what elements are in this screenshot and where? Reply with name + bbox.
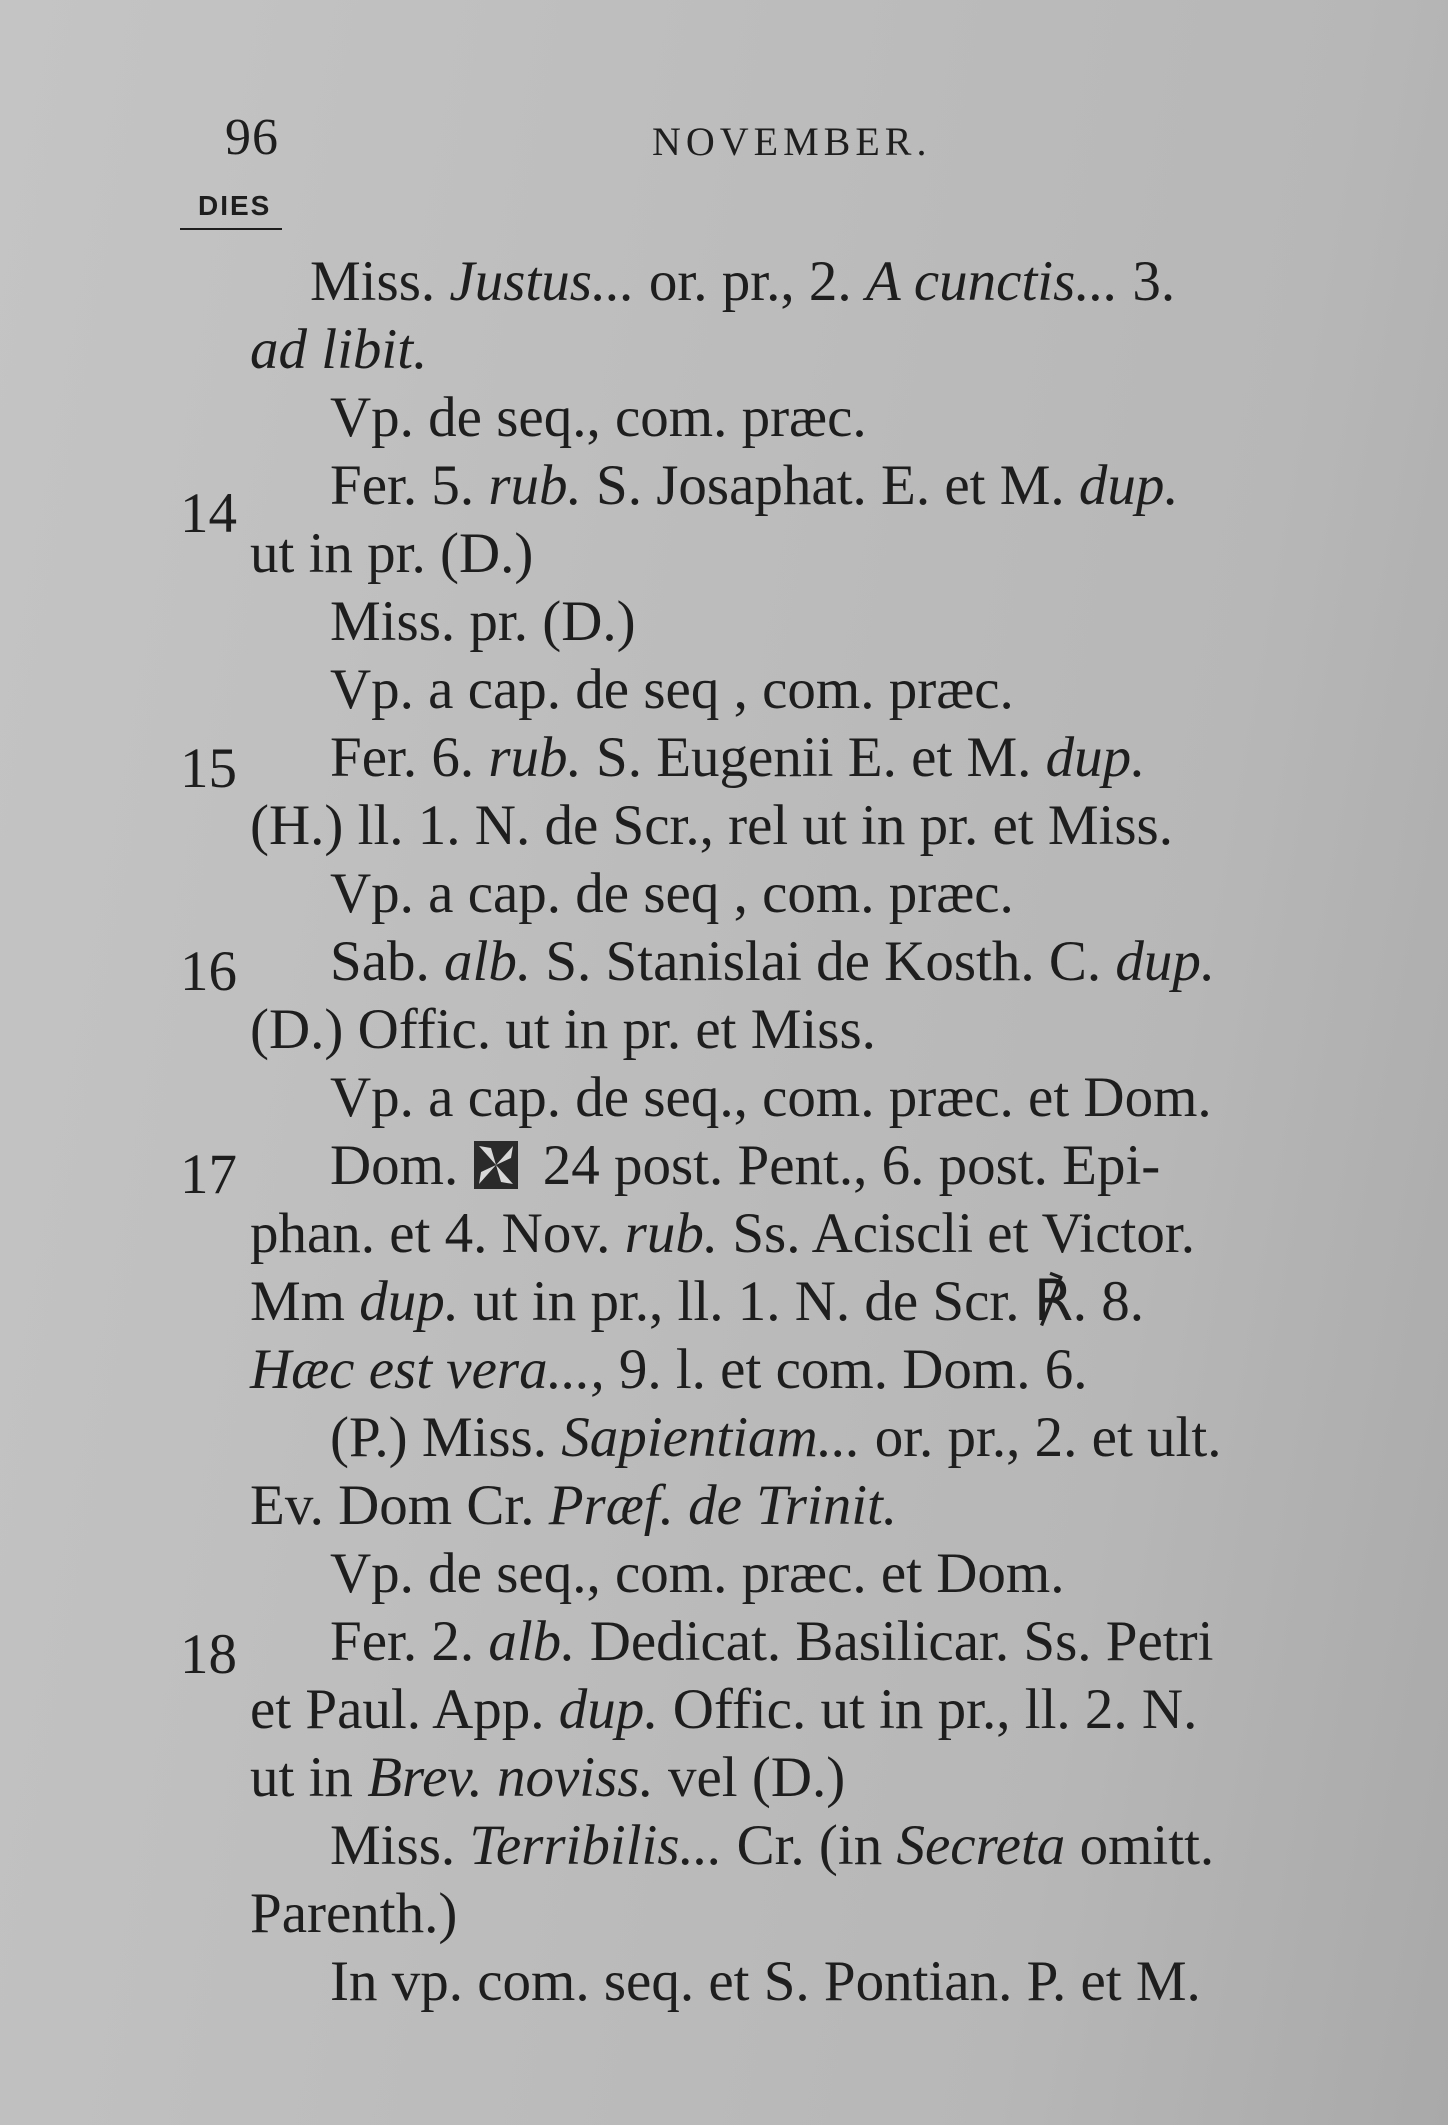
text-segment: 3. — [1118, 250, 1176, 313]
text-segment: Dom. — [330, 1134, 473, 1197]
text-segment: 9. l. et com. Dom. 6. — [604, 1338, 1088, 1401]
text-segment: rub. — [624, 1202, 719, 1265]
day-number: 14 — [180, 482, 237, 545]
sunday-cross-icon — [473, 1140, 519, 1190]
day-number: 15 — [180, 737, 237, 800]
text-line — [330, 657, 1014, 723]
text-line — [330, 861, 1014, 927]
text-segment: A cunctis... — [865, 250, 1119, 313]
text-segment: Vp. a cap. de seq , com. præc. — [330, 862, 1014, 925]
text-line — [310, 249, 1175, 315]
text-segment: Mm — [250, 1270, 360, 1333]
text-segment: Terribilis... — [469, 1814, 723, 1877]
text-line — [330, 453, 1179, 519]
text-segment: Vp. de seq., com. præc. — [330, 386, 867, 449]
text-line — [330, 1541, 1065, 1607]
text-line — [330, 929, 1215, 995]
text-line — [250, 1201, 1195, 1267]
text-segment: or. pr., 2. — [634, 250, 866, 313]
text-segment: Miss. pr. (D.) — [330, 590, 636, 653]
text-segment: Cr. (in — [722, 1814, 897, 1877]
text-segment: (H.) ll. 1. N. de Scr., rel ut in pr. et Miss. — [250, 794, 1173, 857]
text-segment: et Paul. App. — [250, 1678, 559, 1741]
text-line — [250, 521, 533, 587]
text-line — [250, 793, 1173, 859]
text-segment: dup. — [558, 1678, 659, 1741]
text-segment: (D.) Offic. ut in pr. et Miss. — [250, 998, 876, 1061]
text-segment: rub. — [488, 726, 582, 789]
text-segment: ut in pr. (D.) — [250, 522, 534, 585]
text-segment: Fer. 2. — [330, 1610, 489, 1673]
text-segment: dup. — [1078, 454, 1179, 517]
text-segment: Parenth.) — [250, 1882, 458, 1945]
text-line — [330, 385, 867, 451]
text-segment: Offic. ut in pr., ll. 2. N. — [658, 1678, 1198, 1741]
text-segment: Præf. de Trinit. — [548, 1474, 898, 1537]
text-segment: phan. et 4. Nov. — [250, 1202, 625, 1265]
text-segment: ad libit. — [250, 318, 428, 381]
text-segment: S. Stanislai de Kosth. C. — [531, 930, 1116, 993]
text-line — [330, 725, 1145, 791]
text-segment: Brev. noviss. — [367, 1746, 654, 1809]
text-segment: Vp. a cap. de seq., com. præc. et Dom. — [330, 1066, 1212, 1129]
running-head: NOVEMBER. — [652, 119, 932, 164]
text-segment: Justus... — [449, 250, 635, 313]
text-segment: alb. — [488, 1610, 576, 1673]
text-line — [330, 589, 636, 655]
text-segment: Ev. Dom Cr. — [250, 1474, 549, 1537]
text-segment: ut in pr., ll. 1. N. de Scr. ℟. 8. — [459, 1270, 1145, 1333]
text-line — [250, 997, 876, 1063]
text-segment: In vp. com. seq. et S. Pontian. P. et M. — [330, 1950, 1201, 2013]
text-segment: dup. — [1115, 930, 1216, 993]
text-segment: ut in — [250, 1746, 368, 1809]
text-segment: omitt. — [1065, 1814, 1215, 1877]
day-number: 18 — [180, 1623, 237, 1686]
text-segment: Fer. 5. — [330, 454, 489, 517]
text-segment: Secreta — [896, 1814, 1066, 1877]
page-number: 96 — [225, 109, 279, 166]
text-segment: Miss. — [330, 1814, 470, 1877]
text-segment: S. Josaphat. E. et M. — [581, 454, 1079, 517]
column-label: DIES — [198, 190, 272, 221]
text-segment: dup. — [1045, 726, 1146, 789]
text-segment: rub. — [488, 454, 582, 517]
text-line — [250, 1881, 457, 1947]
text-line — [250, 1677, 1197, 1743]
text-segment: Vp. de seq., com. præc. et Dom. — [330, 1542, 1065, 1605]
text-line — [330, 1133, 1160, 1199]
column-label-rule — [180, 228, 282, 230]
text-segment: dup. — [359, 1270, 460, 1333]
text-segment: or. pr., 2. et ult. — [860, 1406, 1222, 1469]
text-segment: Hæc est vera..., — [250, 1338, 605, 1401]
text-line — [330, 1405, 1221, 1471]
text-segment: 24 post. Pent., 6. post. Epi- — [528, 1134, 1161, 1197]
day-number: 16 — [180, 940, 237, 1003]
text-line — [330, 1949, 1201, 2015]
text-segment: (P.) Miss. — [330, 1406, 562, 1469]
text-segment: Ss. Aciscli et Victor. — [718, 1202, 1195, 1265]
text-segment: alb. — [444, 930, 532, 993]
text-segment: Vp. a cap. de seq , com. præc. — [330, 658, 1014, 721]
text-line — [250, 317, 427, 383]
text-line — [250, 1269, 1144, 1335]
text-line — [250, 1473, 897, 1539]
text-line — [330, 1065, 1212, 1131]
text-segment: Sapientiam... — [561, 1406, 861, 1469]
text-segment: Dedicat. Basilicar. Ss. Petri — [575, 1610, 1214, 1673]
text-segment: S. Eugenii E. et M. — [581, 726, 1046, 789]
text-line — [330, 1609, 1213, 1675]
text-line — [330, 1813, 1214, 1879]
text-segment: Fer. 6. — [330, 726, 489, 789]
text-segment: Sab. — [330, 930, 444, 993]
day-number: 17 — [180, 1143, 237, 1206]
text-segment: Miss. — [310, 250, 450, 313]
text-line — [250, 1745, 845, 1811]
text-segment: vel (D.) — [653, 1746, 846, 1809]
text-line — [250, 1337, 1087, 1403]
